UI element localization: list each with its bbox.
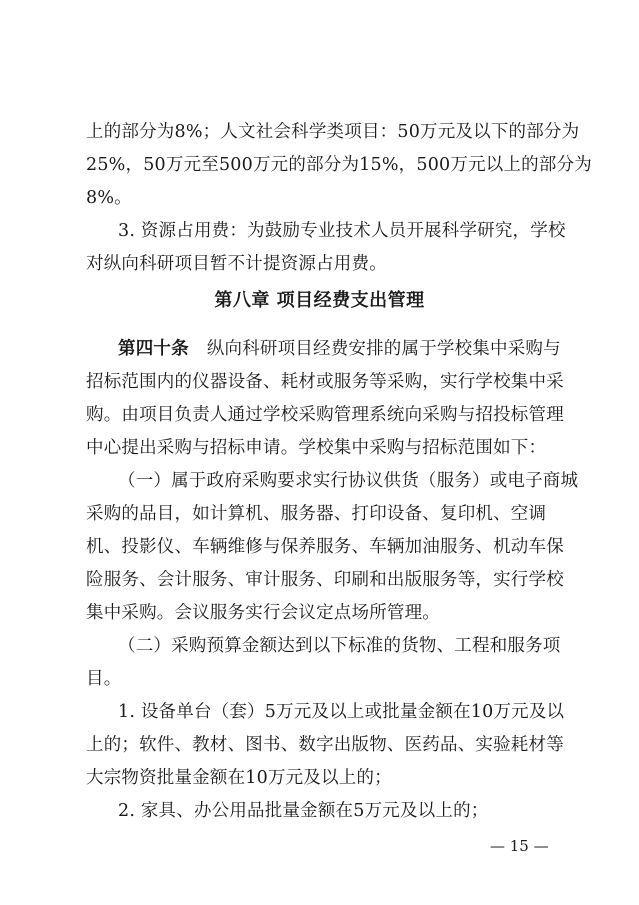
article-label: 第四十条 [118, 339, 189, 359]
body-text-line: （二）采购预算金额达到以下标准的货物、工程和服务项 [118, 636, 561, 656]
article-text: 纵向科研项目经费安排的属于学校集中采购与 [206, 339, 561, 359]
body-text-line: 险服务、会计服务、审计服务、印刷和出版服务等，实行学校 [86, 570, 564, 590]
body-text-line: （一）属于政府采购要求实行协议供货（服务）或电子商城 [118, 471, 579, 491]
body-text-line: 上的；软件、教材、图书、数字出版物、医药品、实验耗材等 [86, 735, 564, 755]
body-text-line: 购。由项目负责人通过学校采购管理系统向采购与招投标管理 [86, 405, 564, 425]
body-text-line: 对纵向科研项目暂不计提资源占用费。 [86, 254, 387, 274]
body-text-line: 8%。 [86, 188, 132, 208]
chapter-heading: 第八章 项目经费支出管理 [214, 290, 425, 311]
body-text-line: 上的部分为8%；人文社会科学类项目：50万元及以下的部分为 [86, 122, 580, 142]
body-text-line: 25%，50万元至500万元的部分为15%，500万元以上的部分为 [86, 155, 592, 175]
body-text-line: 目。 [86, 669, 122, 689]
body-text-line: 1. 设备单台（套）5万元及以上或批量金额在10万元及以 [118, 702, 565, 722]
body-text-line: 3. 资源占用费：为鼓励专业技术人员开展科学研究，学校 [118, 221, 566, 241]
body-text-line: 机、投影仪、车辆维修与保养服务、车辆加油服务、机动车保 [86, 537, 564, 557]
body-text-line: 集中采购。会议服务实行会议定点场所管理。 [86, 603, 440, 623]
body-text-line: 采购的品目，如计算机、服务器、打印设备、复印机、空调 [86, 504, 547, 524]
article-first-line [118, 337, 561, 361]
body-text-line: 招标范围内的仪器设备、耗材或服务等采购，实行学校集中采 [86, 372, 564, 392]
body-text-line: 2. 家具、办公用品批量金额在5万元及以上的； [118, 801, 489, 821]
body-text-line: 中心提出采购与招标申请。学校集中采购与招标范围如下： [86, 438, 547, 458]
body-text-line: 大宗物资批量金额在10万元及以上的； [86, 768, 392, 788]
page-number: — 15 — [490, 837, 549, 855]
